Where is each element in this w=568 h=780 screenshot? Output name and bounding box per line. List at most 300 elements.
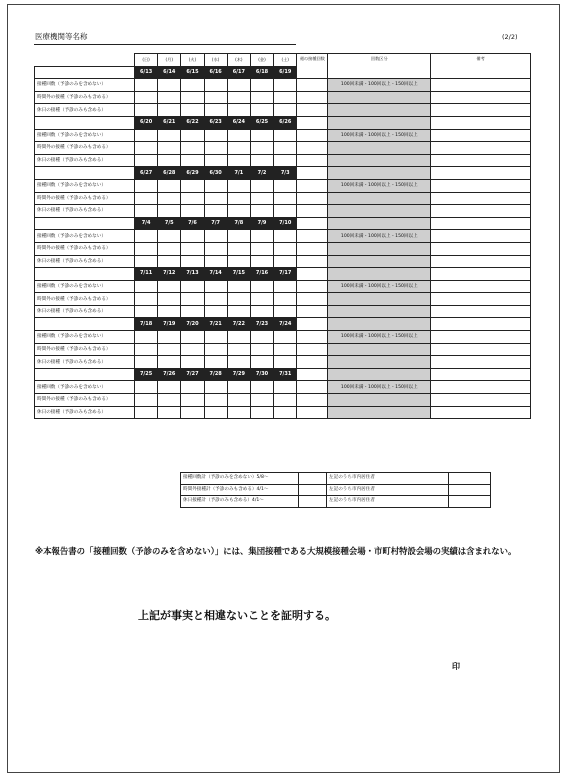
date-cell: 6/21 — [158, 116, 181, 129]
daily-count-cell[interactable] — [158, 255, 181, 268]
daily-count-cell[interactable] — [204, 293, 227, 306]
daily-count-cell[interactable] — [227, 205, 250, 218]
count-category-blank — [328, 394, 431, 407]
daily-count-cell[interactable] — [158, 154, 181, 167]
day-of-week-header: (土) — [274, 54, 297, 67]
date-cell: 7/9 — [250, 217, 273, 230]
notes-blank — [431, 318, 531, 331]
date-cell: 7/15 — [227, 268, 250, 281]
daily-count-cell[interactable] — [204, 305, 227, 318]
daily-count-cell[interactable] — [227, 154, 250, 167]
record-row — [35, 104, 531, 117]
daily-count-cell[interactable] — [227, 142, 250, 155]
weekly-count-cell[interactable] — [297, 230, 328, 243]
daily-count-cell[interactable] — [250, 179, 273, 192]
count-category-cell[interactable]: 100回未満・100回以上・150回以上 — [328, 179, 431, 192]
daily-count-cell[interactable] — [181, 255, 204, 268]
date-cell: 7/24 — [274, 318, 297, 331]
weekly-count-cell[interactable] — [297, 129, 328, 142]
daily-count-cell[interactable] — [204, 255, 227, 268]
row-label: 接種回数（予診のみを含めない） — [35, 381, 135, 394]
daily-count-cell[interactable] — [250, 205, 273, 218]
row-label: 休日の接種（予診のみも含める） — [35, 205, 135, 218]
weekly-count-cell[interactable] — [297, 255, 328, 268]
daily-count-cell[interactable] — [135, 293, 158, 306]
count-category-blank — [328, 318, 431, 331]
notes-cell[interactable] — [431, 242, 531, 255]
date-cell: 7/19 — [158, 318, 181, 331]
daily-count-cell[interactable] — [181, 406, 204, 419]
row-label: 時間外の接種（予診のみも含める） — [35, 394, 135, 407]
daily-count-cell[interactable] — [135, 394, 158, 407]
daily-count-cell[interactable] — [135, 280, 158, 293]
summary-total-cell[interactable] — [299, 473, 327, 485]
daily-count-cell[interactable] — [250, 381, 273, 394]
notes-cell[interactable] — [431, 255, 531, 268]
week-date-row — [35, 116, 531, 129]
summary-label: 接種回数計（予診のみを含めない）5/8〜 — [181, 473, 299, 485]
count-category-cell[interactable]: 100回未満・100回以上・150回以上 — [328, 79, 431, 92]
week-date-row — [35, 268, 531, 281]
daily-count-cell[interactable] — [250, 406, 273, 419]
weekly-count-cell[interactable] — [297, 142, 328, 155]
weekly-count-cell[interactable] — [297, 381, 328, 394]
record-row — [35, 331, 531, 344]
count-category-blank — [328, 116, 431, 129]
daily-count-cell[interactable] — [135, 406, 158, 419]
notes-blank — [431, 217, 531, 230]
date-cell: 7/30 — [250, 368, 273, 381]
daily-count-cell[interactable] — [158, 305, 181, 318]
daily-count-cell[interactable] — [204, 406, 227, 419]
summary-table — [180, 472, 491, 508]
notes-cell[interactable] — [431, 406, 531, 419]
daily-count-cell[interactable] — [274, 104, 297, 117]
daily-count-cell[interactable] — [250, 343, 273, 356]
record-row — [35, 192, 531, 205]
facility-name-label: 医療機関等名称 — [35, 32, 88, 41]
daily-count-cell[interactable] — [181, 91, 204, 104]
notes-cell[interactable] — [431, 129, 531, 142]
count-category-cell[interactable]: 100回未満・100回以上・150回以上 — [328, 381, 431, 394]
date-cell: 7/2 — [250, 167, 273, 180]
daily-count-cell[interactable] — [274, 406, 297, 419]
count-category-blank — [328, 356, 431, 369]
daily-count-cell[interactable] — [181, 104, 204, 117]
record-row — [35, 381, 531, 394]
summary-resident-label: 左記のうち市内居住者 — [327, 473, 449, 485]
date-cell: 7/8 — [227, 217, 250, 230]
date-cell: 7/13 — [181, 268, 204, 281]
daily-count-cell[interactable] — [227, 280, 250, 293]
daily-count-cell[interactable] — [227, 91, 250, 104]
daily-count-cell[interactable] — [181, 154, 204, 167]
daily-count-cell[interactable] — [181, 79, 204, 92]
daily-count-cell[interactable] — [181, 280, 204, 293]
daily-count-cell[interactable] — [274, 381, 297, 394]
notes-cell[interactable] — [431, 293, 531, 306]
notes-cell[interactable] — [431, 91, 531, 104]
daily-count-cell[interactable] — [250, 394, 273, 407]
daily-count-cell[interactable] — [227, 79, 250, 92]
date-cell: 7/4 — [135, 217, 158, 230]
weekly-count-cell[interactable] — [297, 406, 328, 419]
daily-count-cell[interactable] — [227, 406, 250, 419]
weekly-count-blank — [297, 318, 328, 331]
daily-count-cell[interactable] — [204, 79, 227, 92]
notes-cell[interactable] — [431, 280, 531, 293]
count-category-header: 回数区分 — [328, 54, 431, 79]
daily-count-cell[interactable] — [250, 242, 273, 255]
daily-count-cell[interactable] — [274, 129, 297, 142]
daily-count-cell[interactable] — [274, 79, 297, 92]
notes-cell[interactable] — [431, 343, 531, 356]
daily-count-cell[interactable] — [204, 230, 227, 243]
summary-resident-cell[interactable] — [449, 496, 491, 508]
daily-count-cell[interactable] — [135, 343, 158, 356]
date-row-label-blank — [35, 268, 135, 281]
daily-count-cell[interactable] — [158, 192, 181, 205]
daily-count-cell[interactable] — [181, 230, 204, 243]
row-label: 接種回数（予診のみを含めない） — [35, 230, 135, 243]
weekly-count-cell[interactable] — [297, 104, 328, 117]
weekly-count-blank — [297, 116, 328, 129]
notes-cell[interactable] — [431, 192, 531, 205]
daily-count-cell[interactable] — [274, 255, 297, 268]
summary-label: 休日接種計（予診のみも含める）4/1〜 — [181, 496, 299, 508]
daily-count-cell[interactable] — [204, 356, 227, 369]
daily-count-cell[interactable] — [274, 394, 297, 407]
daily-count-cell[interactable] — [135, 331, 158, 344]
day-of-week-header: (金) — [250, 54, 273, 67]
row-label: 休日の接種（予診のみも含める） — [35, 305, 135, 318]
row-label: 休日の接種（予診のみも含める） — [35, 104, 135, 117]
date-cell: 7/22 — [227, 318, 250, 331]
daily-count-cell[interactable] — [274, 280, 297, 293]
date-row-label-blank — [35, 66, 135, 79]
daily-count-cell[interactable] — [250, 129, 273, 142]
daily-count-cell[interactable] — [274, 179, 297, 192]
daily-count-cell[interactable] — [274, 242, 297, 255]
date-cell: 7/7 — [204, 217, 227, 230]
daily-count-cell[interactable] — [274, 154, 297, 167]
daily-count-cell[interactable] — [158, 406, 181, 419]
weekly-count-cell[interactable] — [297, 179, 328, 192]
daily-count-cell[interactable] — [181, 293, 204, 306]
count-category-blank — [328, 368, 431, 381]
daily-count-cell[interactable] — [158, 104, 181, 117]
weekly-count-cell[interactable] — [297, 91, 328, 104]
summary-row — [181, 496, 491, 508]
weekly-count-cell[interactable] — [297, 154, 328, 167]
daily-count-cell[interactable] — [181, 192, 204, 205]
daily-count-cell[interactable] — [204, 331, 227, 344]
certification-statement: 上記が事実と相違ないことを証明する。 — [138, 609, 336, 622]
daily-count-cell[interactable] — [204, 104, 227, 117]
weekly-count-cell[interactable] — [297, 343, 328, 356]
day-of-week-header: (火) — [181, 54, 204, 67]
daily-count-cell[interactable] — [227, 179, 250, 192]
count-category-blank — [328, 305, 431, 318]
date-row-label-blank — [35, 217, 135, 230]
row-label: 休日の接種（予診のみも含める） — [35, 255, 135, 268]
daily-count-cell[interactable] — [204, 205, 227, 218]
daily-count-cell[interactable] — [274, 192, 297, 205]
weekly-count-cell[interactable] — [297, 394, 328, 407]
daily-count-cell[interactable] — [204, 91, 227, 104]
daily-count-cell[interactable] — [204, 129, 227, 142]
weekly-count-cell[interactable] — [297, 305, 328, 318]
date-cell: 6/17 — [227, 66, 250, 79]
record-row — [35, 179, 531, 192]
daily-count-cell[interactable] — [274, 91, 297, 104]
daily-count-cell[interactable] — [204, 343, 227, 356]
daily-count-cell[interactable] — [135, 255, 158, 268]
daily-count-cell[interactable] — [135, 305, 158, 318]
daily-count-cell[interactable] — [158, 91, 181, 104]
count-category-blank — [328, 242, 431, 255]
daily-count-cell[interactable] — [250, 230, 273, 243]
daily-count-cell[interactable] — [227, 381, 250, 394]
count-category-cell[interactable]: 100回未満・100回以上・150回以上 — [328, 331, 431, 344]
week-date-row — [35, 167, 531, 180]
daily-count-cell[interactable] — [158, 331, 181, 344]
daily-count-cell[interactable] — [181, 394, 204, 407]
count-category-blank — [328, 142, 431, 155]
daily-count-cell[interactable] — [227, 305, 250, 318]
daily-count-cell[interactable] — [250, 192, 273, 205]
daily-count-cell[interactable] — [204, 154, 227, 167]
daily-count-cell[interactable] — [250, 293, 273, 306]
notes-cell[interactable] — [431, 179, 531, 192]
row-label: 時間外の接種（予診のみも含める） — [35, 91, 135, 104]
daily-count-cell[interactable] — [135, 356, 158, 369]
daily-count-cell[interactable] — [135, 242, 158, 255]
daily-count-cell[interactable] — [158, 205, 181, 218]
daily-count-cell[interactable] — [181, 331, 204, 344]
daily-count-cell[interactable] — [250, 142, 273, 155]
count-category-blank — [328, 293, 431, 306]
notes-blank — [431, 167, 531, 180]
daily-count-cell[interactable] — [227, 242, 250, 255]
daily-count-cell[interactable] — [181, 356, 204, 369]
seal-mark: 印 — [452, 662, 460, 671]
daily-count-cell[interactable] — [158, 293, 181, 306]
day-of-week-header: (日) — [135, 54, 158, 67]
weekly-count-cell[interactable] — [297, 293, 328, 306]
daily-count-cell[interactable] — [135, 230, 158, 243]
weekly-count-cell[interactable] — [297, 242, 328, 255]
summary-resident-label: 左記のうち市内居住者 — [327, 496, 449, 508]
count-category-blank — [328, 91, 431, 104]
count-category-cell[interactable]: 100回未満・100回以上・150回以上 — [328, 129, 431, 142]
count-category-blank — [328, 255, 431, 268]
summary-total-cell[interactable] — [299, 484, 327, 496]
weekly-count-cell[interactable] — [297, 192, 328, 205]
notes-cell[interactable] — [431, 154, 531, 167]
daily-count-cell[interactable] — [227, 104, 250, 117]
daily-count-cell[interactable] — [181, 343, 204, 356]
summary-row — [181, 473, 491, 485]
weekly-count-cell[interactable] — [297, 205, 328, 218]
daily-count-cell[interactable] — [135, 142, 158, 155]
daily-count-cell[interactable] — [274, 230, 297, 243]
date-cell: 6/19 — [274, 66, 297, 79]
daily-count-cell[interactable] — [204, 192, 227, 205]
daily-count-cell[interactable] — [250, 154, 273, 167]
daily-count-cell[interactable] — [158, 394, 181, 407]
daily-count-cell[interactable] — [181, 129, 204, 142]
date-cell: 7/1 — [227, 167, 250, 180]
daily-count-cell[interactable] — [250, 104, 273, 117]
daily-count-cell[interactable] — [274, 343, 297, 356]
count-category-cell[interactable]: 100回未満・100回以上・150回以上 — [328, 280, 431, 293]
daily-count-cell[interactable] — [158, 179, 181, 192]
row-label: 接種回数（予診のみを含めない） — [35, 331, 135, 344]
row-label: 休日の接種（予診のみも含める） — [35, 154, 135, 167]
daily-count-cell[interactable] — [204, 242, 227, 255]
daily-count-cell[interactable] — [135, 154, 158, 167]
daily-count-cell[interactable] — [204, 142, 227, 155]
daily-count-cell[interactable] — [274, 356, 297, 369]
daily-count-cell[interactable] — [158, 242, 181, 255]
notes-cell[interactable] — [431, 305, 531, 318]
daily-count-cell[interactable] — [227, 129, 250, 142]
notes-cell[interactable] — [431, 356, 531, 369]
notes-cell[interactable] — [431, 142, 531, 155]
date-row-label-blank — [35, 318, 135, 331]
row-label: 休日の接種（予診のみも含める） — [35, 406, 135, 419]
daily-count-cell[interactable] — [158, 230, 181, 243]
daily-count-cell[interactable] — [135, 381, 158, 394]
row-label: 時間外の接種（予診のみも含める） — [35, 293, 135, 306]
daily-count-cell[interactable] — [158, 381, 181, 394]
count-category-cell[interactable]: 100回未満・100回以上・150回以上 — [328, 230, 431, 243]
date-cell: 7/11 — [135, 268, 158, 281]
date-row-label-blank — [35, 167, 135, 180]
daily-count-cell[interactable] — [158, 79, 181, 92]
daily-count-cell[interactable] — [158, 356, 181, 369]
daily-count-cell[interactable] — [135, 192, 158, 205]
daily-count-cell[interactable] — [250, 305, 273, 318]
daily-count-cell[interactable] — [181, 242, 204, 255]
record-row — [35, 280, 531, 293]
weekly-count-cell[interactable] — [297, 79, 328, 92]
weekly-count-cell[interactable] — [297, 280, 328, 293]
weekly-count-blank — [297, 217, 328, 230]
daily-count-cell[interactable] — [227, 343, 250, 356]
daily-count-cell[interactable] — [250, 255, 273, 268]
weekly-count-cell[interactable] — [297, 331, 328, 344]
count-category-blank — [328, 268, 431, 281]
notes-cell[interactable] — [431, 79, 531, 92]
summary-resident-cell[interactable] — [449, 484, 491, 496]
date-cell: 6/25 — [250, 116, 273, 129]
daily-count-cell[interactable] — [227, 230, 250, 243]
notes-cell[interactable] — [431, 331, 531, 344]
daily-count-cell[interactable] — [135, 79, 158, 92]
daily-count-cell[interactable] — [158, 343, 181, 356]
daily-count-cell[interactable] — [181, 142, 204, 155]
notes-cell[interactable] — [431, 205, 531, 218]
daily-count-cell[interactable] — [135, 205, 158, 218]
daily-count-cell[interactable] — [227, 255, 250, 268]
daily-count-cell[interactable] — [204, 394, 227, 407]
weekly-count-header: 週の接種回数 — [297, 54, 328, 79]
notes-cell[interactable] — [431, 381, 531, 394]
daily-count-cell[interactable] — [204, 381, 227, 394]
header-blank — [35, 54, 135, 67]
daily-count-cell[interactable] — [250, 331, 273, 344]
daily-count-cell[interactable] — [181, 381, 204, 394]
notes-cell[interactable] — [431, 230, 531, 243]
count-category-blank — [328, 192, 431, 205]
summary-resident-cell[interactable] — [449, 473, 491, 485]
date-cell: 7/25 — [135, 368, 158, 381]
daily-count-cell[interactable] — [274, 305, 297, 318]
record-row — [35, 356, 531, 369]
daily-count-cell[interactable] — [135, 104, 158, 117]
daily-count-cell[interactable] — [135, 179, 158, 192]
daily-count-cell[interactable] — [204, 179, 227, 192]
daily-count-cell[interactable] — [250, 91, 273, 104]
count-category-blank — [328, 205, 431, 218]
daily-count-cell[interactable] — [181, 179, 204, 192]
daily-count-cell[interactable] — [274, 205, 297, 218]
date-cell: 6/20 — [135, 116, 158, 129]
daily-count-cell[interactable] — [274, 142, 297, 155]
daily-count-cell[interactable] — [227, 356, 250, 369]
daily-count-cell[interactable] — [227, 331, 250, 344]
daily-count-cell[interactable] — [181, 305, 204, 318]
date-cell: 7/3 — [274, 167, 297, 180]
date-cell: 7/29 — [227, 368, 250, 381]
record-row — [35, 142, 531, 155]
record-row — [35, 394, 531, 407]
date-cell: 7/10 — [274, 217, 297, 230]
date-cell: 6/18 — [250, 66, 273, 79]
daily-count-cell[interactable] — [158, 142, 181, 155]
date-cell: 7/26 — [158, 368, 181, 381]
date-row-label-blank — [35, 368, 135, 381]
date-cell: 6/15 — [181, 66, 204, 79]
daily-count-cell[interactable] — [204, 280, 227, 293]
daily-count-cell[interactable] — [227, 293, 250, 306]
daily-count-cell[interactable] — [250, 280, 273, 293]
row-label: 接種回数（予診のみを含めない） — [35, 280, 135, 293]
date-cell: 6/22 — [181, 116, 204, 129]
daily-count-cell[interactable] — [227, 394, 250, 407]
row-label: 時間外の接種（予診のみも含める） — [35, 343, 135, 356]
daily-count-cell[interactable] — [227, 192, 250, 205]
daily-count-cell[interactable] — [158, 129, 181, 142]
notes-cell[interactable] — [431, 104, 531, 117]
daily-count-cell[interactable] — [250, 79, 273, 92]
daily-count-cell[interactable] — [135, 91, 158, 104]
daily-count-cell[interactable] — [158, 280, 181, 293]
date-cell: 7/27 — [181, 368, 204, 381]
daily-count-cell[interactable] — [181, 205, 204, 218]
daily-count-cell[interactable] — [274, 331, 297, 344]
daily-count-cell[interactable] — [274, 293, 297, 306]
date-cell: 6/16 — [204, 66, 227, 79]
weekly-count-cell[interactable] — [297, 356, 328, 369]
record-row — [35, 242, 531, 255]
daily-count-cell[interactable] — [135, 129, 158, 142]
daily-count-cell[interactable] — [250, 356, 273, 369]
notes-cell[interactable] — [431, 394, 531, 407]
summary-total-cell[interactable] — [299, 496, 327, 508]
